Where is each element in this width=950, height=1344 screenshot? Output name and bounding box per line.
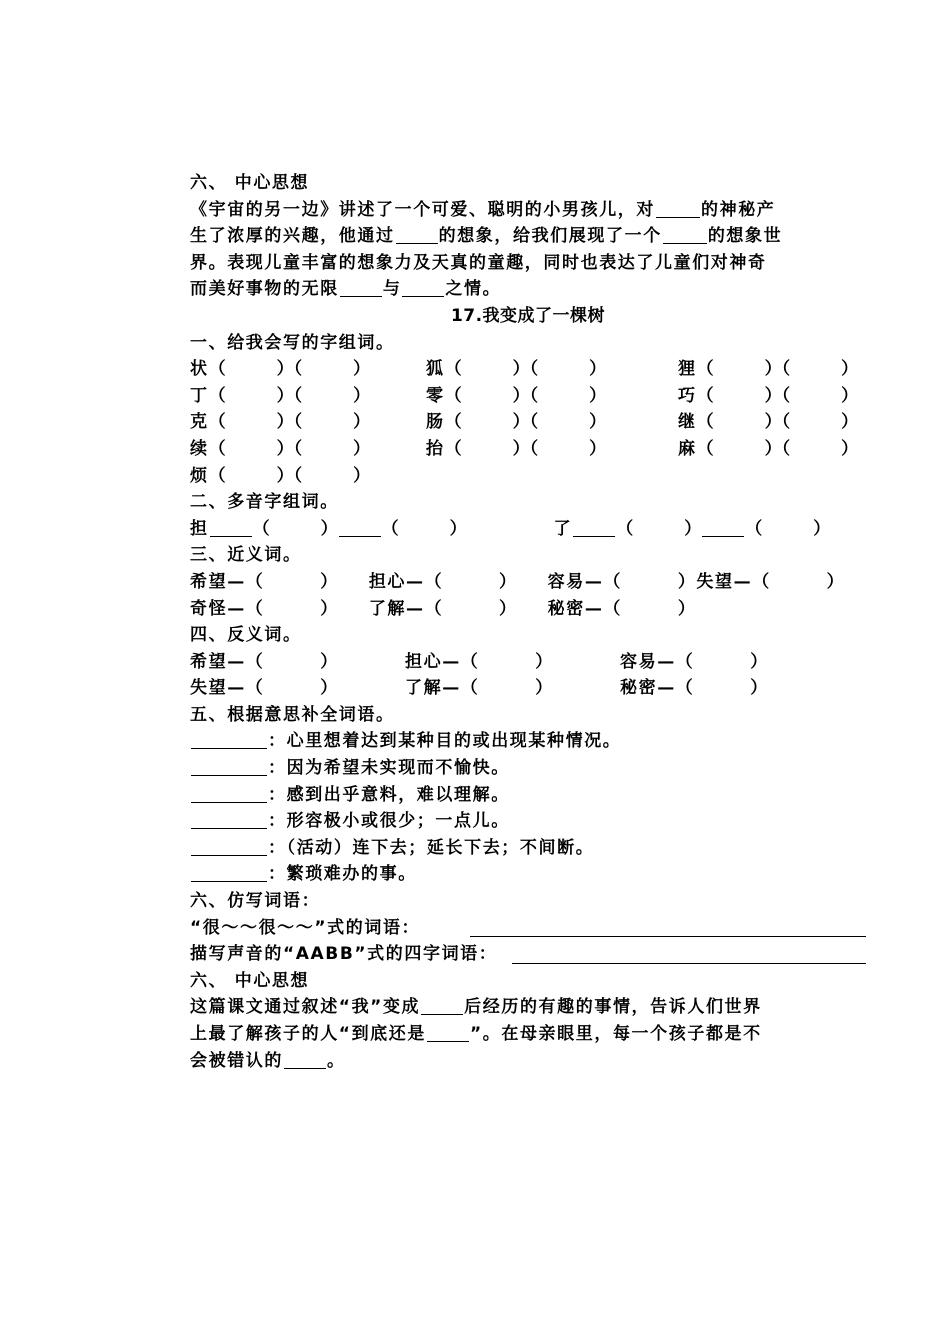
worksheet-page	[190, 170, 866, 1074]
q5-item: ：（活动）连下去；延长下去；不间断。	[190, 835, 866, 862]
section-a-line-4: 而美好事物的无限 与 之情。	[190, 279, 502, 300]
q6-heading: 六、仿写词语：	[190, 891, 321, 912]
answer-line[interactable]	[470, 936, 866, 937]
q5-item: ：因为希望未实现而不愉快。	[190, 755, 866, 782]
q5-item: ：感到出乎意料，难以理解。	[190, 782, 866, 809]
answer-line[interactable]	[512, 963, 866, 964]
answer-blank[interactable]	[191, 854, 267, 856]
section-b-heading: 六、 中心思想	[190, 970, 310, 991]
q1-row: 丁（ ）（ ） 零（ ）（ ） 巧（ ）（ ）	[190, 385, 859, 406]
section-b-line-3: 会被错认的 。	[190, 1050, 346, 1071]
answer-blank[interactable]	[339, 535, 381, 537]
q3-row: 希望—（ ） 担心—（ ） 容易—（ ）失望—（ ）	[190, 571, 846, 592]
answer-blank[interactable]	[340, 295, 382, 297]
answer-blank[interactable]	[284, 1067, 326, 1069]
answer-blank[interactable]	[663, 242, 707, 244]
section-a-line-3: 界。表现儿童丰富的想象力及天真的童趣，同时也表达了儿童们对神奇	[190, 252, 767, 273]
q4-heading: 四、反义词。	[190, 625, 302, 646]
answer-blank[interactable]	[421, 1013, 463, 1015]
section-b-line-2: 上最了解孩子的人“到底还是 ”。在母亲眼里，每一个孩子都是不	[190, 1024, 762, 1044]
q4-row: 失望—（ ） 了解—（ ） 秘密—（ ）	[190, 678, 769, 699]
answer-blank[interactable]	[573, 535, 615, 537]
q2-row: 担 （ ） （ ） 了 （ ） （ ）	[190, 518, 831, 539]
answer-blank[interactable]	[191, 827, 267, 829]
answer-blank[interactable]	[427, 1040, 469, 1042]
answer-blank[interactable]	[702, 535, 744, 537]
q1-heading: 一、给我会写的字组词。	[190, 332, 395, 353]
section-b-line-1: 这篇课文通过叙述“我”变成 后经历的有趣的事情，告诉人们世界	[190, 997, 762, 1018]
section-a-line-2: 生了浓厚的兴趣，他通过 的想象，给我们展现了一个 的想象世	[190, 226, 783, 247]
answer-blank[interactable]	[191, 774, 267, 776]
q1-row: 烦（ ）（ ）	[190, 465, 371, 486]
answer-blank[interactable]	[191, 747, 267, 749]
answer-blank[interactable]	[191, 801, 267, 803]
answer-blank[interactable]	[191, 880, 267, 882]
q4-row: 希望—（ ） 担心—（ ） 容易—（ ）	[190, 651, 769, 672]
section-a-heading: 六、 中心思想	[190, 173, 310, 193]
answer-blank[interactable]	[210, 535, 252, 537]
q6-line-2: 描写声音的“AABB”式的四字词语：	[190, 941, 866, 968]
q1-row: 状（ ）（ ） 狐（ ）（ ） 狸（ ）（ ）	[190, 359, 859, 380]
q1-row: 克（ ）（ ） 肠（ ）（ ） 继（ ）（ ）	[190, 412, 859, 433]
q5-item: ：繁琐难办的事。	[190, 861, 866, 888]
q6-line-1: “很～～很～～”式的词语：	[190, 915, 866, 942]
q1-row: 续（ ）（ ） 抬（ ）（ ） 麻（ ）（ ）	[190, 438, 859, 459]
q5-item: ：心里想着达到某种目的或出现某种情况。	[190, 728, 866, 755]
q5-heading: 五、根据意思补全词语。	[190, 704, 395, 725]
q2-heading: 二、多音字组词。	[190, 492, 339, 513]
lesson-title: 17.我变成了一棵树	[450, 305, 606, 326]
q3-row: 奇怪—（ ） 了解—（ ） 秘密—（ ）	[190, 598, 697, 619]
answer-blank[interactable]	[402, 295, 444, 297]
answer-blank[interactable]	[396, 242, 438, 244]
answer-blank[interactable]	[656, 216, 700, 218]
q3-heading: 三、近义词。	[190, 545, 302, 566]
section-a-line-1: 《宇宙的另一边》讲述了一个可爱、聪明的小男孩儿，对 的神秘产	[190, 199, 776, 220]
q5-item: ：形容极小或很少；一点儿。	[190, 808, 866, 835]
